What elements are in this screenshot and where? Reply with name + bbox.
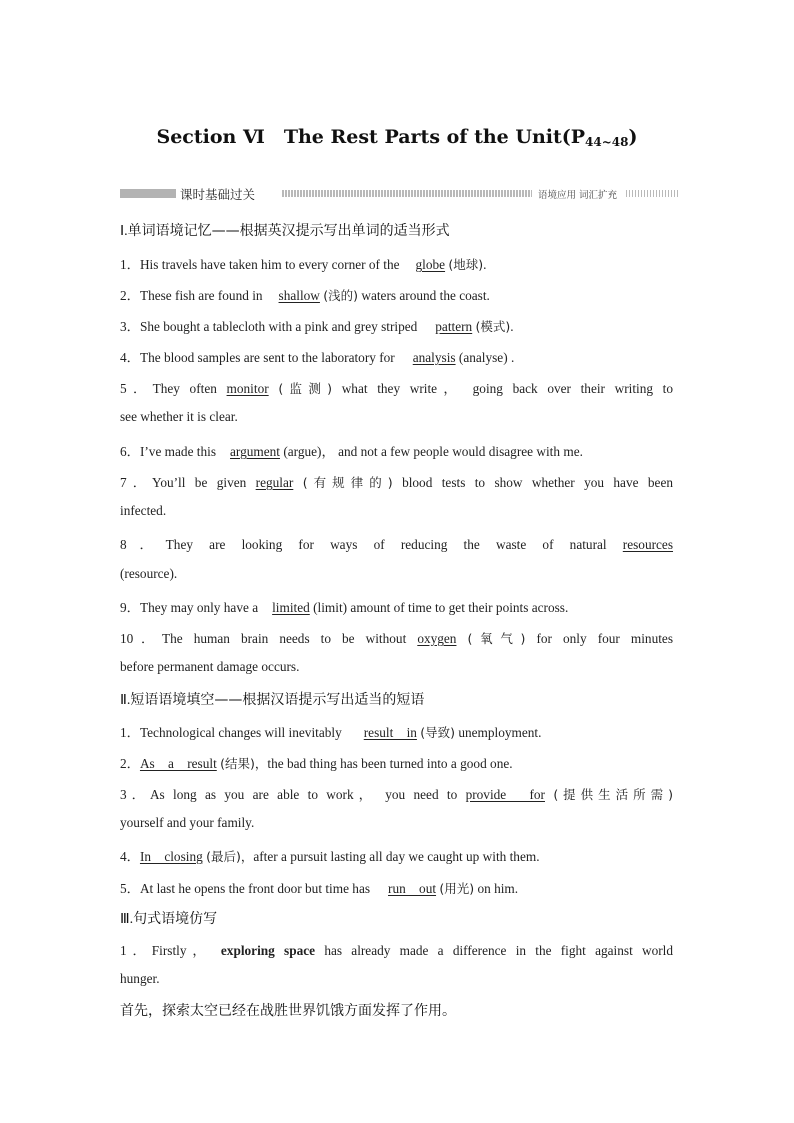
section-banner (120, 186, 680, 201)
section-heading (120, 689, 424, 709)
answer-blank: analysis (412, 350, 456, 365)
answer-blank: result in (363, 725, 417, 740)
exercise-item: 4．The blood samples are sent to the laboratory for analysis (analyse) . (120, 350, 515, 365)
banner-left-label: 课时基础过关 (180, 187, 256, 202)
answer-blank: run out (388, 881, 437, 896)
answer-blank: regular (255, 475, 294, 490)
banner-striped-bar (282, 190, 532, 197)
section-title: 短语语境填空——根据汉语提示写出适当的短语 (130, 692, 425, 708)
answer-blank: limited (272, 600, 310, 615)
answer-blank: pattern (435, 319, 473, 334)
answer-blank: argument (230, 444, 280, 459)
title-close: ) (628, 126, 638, 148)
answer-blank: monitor (226, 381, 269, 396)
exercise-item-continuation: yourself and your family. (120, 815, 255, 830)
exercise-item: 5．They often monitor (监测) what they write， going back over their writing to (120, 381, 674, 396)
exercise-item-continuation: before permanent damage occurs. (120, 659, 300, 674)
exercise-item-continuation: see whether it is clear. (120, 409, 238, 424)
section-heading (120, 908, 217, 928)
section-heading (120, 220, 450, 240)
exercise-item: 9．They may only have a limited (limit) amount of time to get their points across. (120, 600, 569, 615)
exercise-item: 2．As a result (结果)，the bad thing has been turned into a good one. (120, 756, 513, 771)
page-title (0, 122, 794, 149)
exercise-item-continuation: hunger. (120, 971, 160, 986)
answer-blank: provide for (465, 787, 545, 802)
exercise-item: 6．I’ve made this argument (argue)， and not a few people would disagree with me. (120, 444, 583, 459)
key-phrase: exploring space (220, 943, 316, 958)
exercise-item: 1．Technological changes will inevitably result in (导致) unemployment. (120, 725, 542, 740)
section-title: 句式语境仿写 (133, 911, 218, 927)
exercise-item: 4．In closing (最后)，after a pursuit lasting all day we caught up with them. (120, 849, 540, 864)
answer-blank: shallow (278, 288, 320, 303)
banner-left-block (120, 189, 176, 198)
exercise-item: 3．She bought a tablecloth with a pink and grey striped pattern (模式). (120, 319, 514, 334)
exercise-item: 1．His travels have taken him to every corner of the globe (地球). (120, 257, 487, 272)
title-page-range: 44~48 (585, 135, 629, 149)
exercise-item: 1．Firstly， exploring space has already made a difference in the fight against world (120, 943, 674, 958)
banner-right-label: 语境应用 词汇扩充 (538, 190, 618, 201)
chinese-translation: 首先，探索太空已经在战胜世界饥饿方面发挥了作用。 (120, 1003, 456, 1019)
answer-blank: In closing (139, 849, 203, 864)
section-number: Ⅲ. (120, 912, 134, 927)
answer-blank: As a result (139, 756, 217, 771)
section-number: Ⅱ. (120, 693, 131, 708)
exercise-item-continuation: infected. (120, 503, 167, 518)
answer-blank: oxygen (417, 631, 457, 646)
title-main: Section Ⅵ The Rest Parts of the Unit(P (156, 126, 586, 148)
section-title: 单词语境记忆——根据英汉提示写出单词的适当形式 (127, 223, 450, 239)
banner-right-bar (626, 190, 680, 197)
answer-blank: globe (415, 257, 446, 272)
exercise-item: 8．They are looking for ways of reducing the waste of natural resources (120, 537, 674, 552)
exercise-item: 10．The human brain needs to be without oxygen (氧气) for only four minutes (120, 631, 673, 646)
exercise-item: 5．At last he opens the front door but time has run out (用光) on him. (120, 881, 519, 896)
exercise-item: 3．As long as you are able to work， you need to provide for (提供生活所需) (120, 787, 674, 802)
exercise-item: 2．These fish are found in shallow (浅的) waters around the coast. (120, 288, 490, 303)
answer-blank: resources (622, 537, 674, 552)
section-number: Ⅰ. (120, 224, 128, 239)
exercise-item: 7．You’ll be given regular (有规律的) blood tests to show whether you have been (120, 475, 673, 490)
exercise-item-continuation: (resource). (120, 566, 178, 581)
